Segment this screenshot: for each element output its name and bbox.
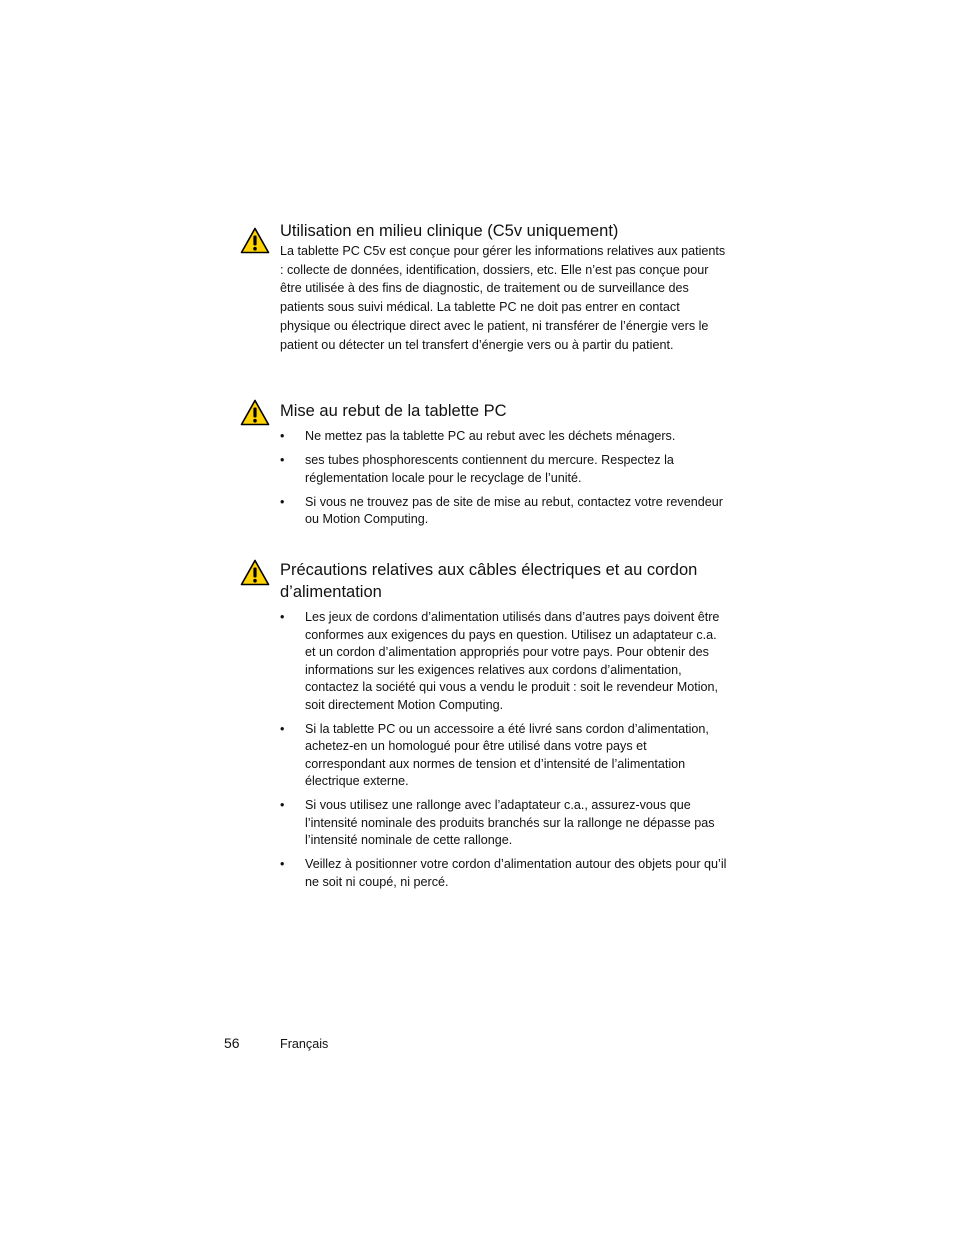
section-body: La tablette PC C5v est conçue pour gérer les informations relatives aux patients : collecte de données, identification, dossiers, etc. Elle n’est pas conçue pour être utilisée à des fins de diagnostic, de traitement ou de surveillance des patients sous suivi médical. La tablette PC ne doit pas entrer en contact physique ou électrique direct avec le patient, ni transférer de l’énergie vers le patient ou détecter un tel transfert d’énergie vers ou à partir du patient. — [280, 244, 726, 352]
list-item-text: Les jeux de cordons d’alimentation utilisés dans d’autres pays doivent être conformes aux exigences du pays en question. Utilisez un adaptateur c.a. et un cordon d’alimentation appropriés pour votre pays. Pour obtenir des informations sur les exigences relatives aux cordons d’alimentation, contactez la société qui vous a vendu le produit : soit le revendeur Motion, soit directement Motion Computing. — [305, 610, 720, 712]
list-item — [280, 452, 730, 487]
list-item-text: Si vous ne trouvez pas de site de mise au rebut, contactez votre revendeur ou Motion Computing. — [305, 494, 723, 526]
warning-triangle-icon — [240, 559, 270, 586]
bullet-list — [280, 609, 730, 891]
bullet-dot: • — [280, 610, 285, 624]
warning-triangle-icon — [240, 399, 270, 426]
bullet-dot: • — [280, 798, 285, 812]
list-item — [280, 797, 730, 850]
section-title: Utilisation en milieu clinique (C5v uniquement) — [280, 222, 619, 240]
list-item-text: Veillez à positionner votre cordon d’alimentation autour des objets pour qu’il ne soit ni coupé, ni percé. — [305, 857, 727, 889]
bullet-list — [280, 428, 730, 529]
bullet-dot: • — [280, 429, 285, 443]
list-item — [280, 856, 730, 891]
warning-triangle-icon — [240, 227, 270, 254]
list-item — [280, 721, 730, 791]
list-item-text: ses tubes phosphorescents contiennent du mercure. Respectez la réglementation locale pour le recyclage de l’unité. — [305, 453, 674, 485]
bullet-dot: • — [280, 453, 285, 467]
list-item-text: Si vous utilisez une rallonge avec l’adaptateur c.a., assurez-vous que l’intensité nominale des produits branchés sur la rallonge ne dépasse pas l’intensité nominale de cette rallonge. — [305, 798, 715, 847]
list-item — [280, 494, 730, 529]
bullet-dot: • — [280, 857, 285, 871]
section-title: Mise au rebut de la tablette PC — [280, 402, 507, 420]
list-item — [280, 609, 730, 714]
list-item-text: Ne mettez pas la tablette PC au rebut avec les déchets ménagers. — [305, 429, 676, 443]
list-item — [280, 428, 730, 446]
list-item-text: Si la tablette PC ou un accessoire a été livré sans cordon d’alimentation, achetez-en un homologué pour être utilisé dans votre pays et correspondant aux normes de tension et d’intensité de l’alimentation électrique externe. — [305, 721, 709, 788]
page-number: 56 — [224, 1035, 240, 1051]
bullet-dot: • — [280, 494, 285, 509]
footer-language: Français — [280, 1037, 329, 1051]
section-title: Précautions relatives aux câbles électriques et au cordon d’alimentation — [280, 561, 698, 601]
bullet-dot: • — [280, 721, 285, 736]
